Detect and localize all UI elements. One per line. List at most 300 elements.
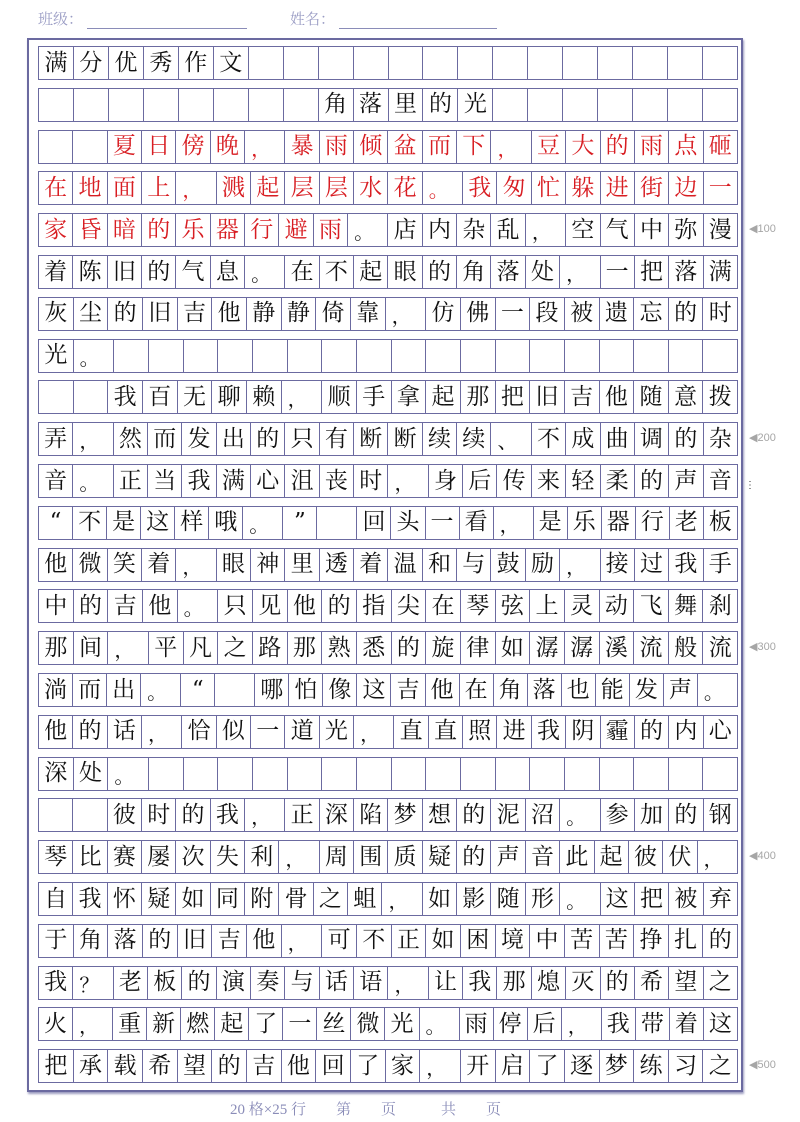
grid-cell: 满	[39, 47, 74, 79]
name-field	[290, 8, 497, 29]
grid-cell: 着	[354, 549, 388, 581]
grid-cell: 扎	[669, 925, 704, 957]
grid-cell	[461, 340, 496, 372]
grid-cell: 中	[530, 925, 565, 957]
grid-cell: 雨	[314, 214, 348, 246]
word-count-marker: ◀500	[749, 1059, 776, 1072]
grid-cell: 避	[279, 214, 313, 246]
grid-cell: 仿	[426, 298, 461, 330]
grid-cell: 同	[211, 883, 245, 915]
grid-cell: 上	[530, 590, 565, 622]
grid-cell: 老	[670, 507, 704, 539]
grid-cell	[149, 758, 184, 790]
grid-cell: 的	[423, 256, 457, 288]
grid-cell: 正	[114, 465, 148, 497]
grid-cell: 落	[669, 256, 703, 288]
grid-cell: 弥	[669, 214, 703, 246]
grid-cell: ，	[176, 549, 216, 581]
grid-cell: 乐	[568, 507, 602, 539]
grid-cell: 老	[114, 967, 148, 999]
grid-cell: 像	[323, 674, 357, 706]
grid-cell: 于	[39, 925, 74, 957]
grid-cell: 如	[176, 883, 210, 915]
grid-cell: 光	[458, 89, 493, 121]
grid-cell: 。	[245, 256, 285, 288]
grid-cell: 伏	[663, 841, 697, 873]
grid-row	[38, 1007, 738, 1041]
grid-cell	[496, 758, 531, 790]
grid-row	[38, 631, 738, 665]
edge-dots: ⋮	[745, 480, 755, 491]
grid-cell: 街	[635, 172, 669, 204]
grid-cell: 的	[669, 298, 704, 330]
grid-cell: 流	[634, 632, 669, 664]
grid-cell	[284, 89, 319, 121]
grid-cell	[703, 47, 737, 79]
grid-cell: 被	[669, 883, 703, 915]
grid-cell: 头	[391, 507, 425, 539]
grid-cell: 进	[601, 172, 635, 204]
grid-cell: 砸	[708, 133, 732, 160]
grid-cell: 间	[74, 632, 109, 664]
grid-cell: 丝	[317, 1008, 351, 1040]
grid-cell: 开	[461, 1050, 496, 1082]
grid-cell: 彼	[629, 841, 663, 873]
grid-cell: 时	[354, 465, 388, 497]
grid-cell: 火	[39, 1008, 73, 1040]
grid-cell: ，	[73, 423, 113, 455]
grid-cell: 泥	[491, 799, 525, 831]
grid-row	[38, 506, 738, 540]
grid-cell: 不	[532, 423, 566, 455]
grid-cell: 他	[39, 549, 73, 581]
grid-cell: 夏	[108, 131, 142, 163]
grid-cell: 的	[635, 465, 669, 497]
grid-cell: 拨	[708, 383, 732, 410]
grid-cell: 秀	[144, 47, 179, 79]
grid-cell: 杂	[708, 425, 732, 452]
grid-cell: 深	[39, 758, 74, 790]
grid-cell: 那	[461, 381, 496, 413]
grid-cell	[218, 340, 253, 372]
grid-cell: 的	[669, 799, 703, 831]
grid-cell: 的	[669, 423, 703, 455]
grid-cell	[317, 507, 357, 539]
grid-cell: 灰	[39, 298, 74, 330]
grid-cell	[392, 340, 427, 372]
grid-cell: 心	[708, 718, 732, 745]
grid-cell: 气	[176, 256, 210, 288]
grid-cell: 遗	[600, 298, 635, 330]
grid-cell: 鼓	[491, 549, 525, 581]
grid-cell: 之	[708, 1052, 732, 1079]
grid-cell: 在	[460, 674, 494, 706]
grid-cell: 光	[385, 1008, 419, 1040]
grid-cell	[528, 47, 563, 79]
grid-cell: 弦	[496, 590, 531, 622]
grid-cell	[39, 131, 73, 163]
grid-cell: 。	[348, 214, 388, 246]
grid-cell: 百	[143, 381, 178, 413]
grid-cell: 见	[253, 590, 288, 622]
grid-cell: 形	[526, 883, 560, 915]
grid-cell: 眼	[217, 549, 251, 581]
grid-cell	[598, 47, 633, 79]
grid-cell: 影	[457, 883, 491, 915]
grid-row	[38, 924, 738, 958]
grid-cell: 身	[429, 465, 463, 497]
grid-cell: ，	[245, 799, 285, 831]
grid-cell: 的	[601, 967, 635, 999]
grid-cell: 乱	[491, 214, 525, 246]
grid-cell: 我	[602, 1008, 636, 1040]
grid-row	[38, 213, 738, 247]
grid-cell	[669, 758, 704, 790]
grid-cell: 面	[108, 172, 142, 204]
grid-cell: 直	[394, 716, 428, 748]
grid-cell: 了	[351, 1050, 386, 1082]
grid-cell: 晚	[211, 131, 245, 163]
grid-cell: 旧	[143, 298, 178, 330]
word-count-marker: ◀200	[749, 432, 776, 445]
grid-cell: 的	[176, 799, 210, 831]
grid-cell: 匆	[497, 172, 531, 204]
grid-cell: 阴	[566, 716, 600, 748]
grid-cell: ，	[388, 967, 428, 999]
grid-cell: 在	[39, 172, 73, 204]
grid-cell: 的	[142, 214, 176, 246]
grid-cell: 苦	[600, 925, 635, 957]
grid-cell	[669, 340, 704, 372]
grid-cell: 曲	[601, 423, 635, 455]
grid-cell: 吉	[565, 381, 600, 413]
grid-cell: 家	[386, 1050, 421, 1082]
word-count-marker: ◀400	[749, 850, 776, 863]
grid-cell	[39, 381, 74, 413]
grid-cell: 淌	[39, 674, 73, 706]
grid-cell: 奏	[251, 967, 285, 999]
grid-cell: 熄	[532, 967, 566, 999]
grid-cell: 让	[429, 967, 463, 999]
grid-cell	[703, 340, 737, 372]
grid-cell: 进	[497, 716, 531, 748]
grid-cell: 的	[182, 967, 216, 999]
grid-cell: 他	[282, 1050, 317, 1082]
grid-cell: ，	[420, 1050, 461, 1082]
grid-row	[38, 171, 738, 205]
grid-cell: 钢	[708, 801, 732, 828]
grid-cell: 我	[463, 172, 497, 204]
name-input-line[interactable]	[339, 10, 497, 29]
grid-cell: ，	[526, 214, 566, 246]
grid-cell	[39, 89, 74, 121]
grid-row	[38, 1049, 738, 1083]
grid-cell: ，	[279, 841, 319, 873]
grid-cell: 花	[388, 172, 422, 204]
grid-cell: ，	[560, 256, 600, 288]
grid-cell: 吉	[247, 1050, 282, 1082]
grid-cell: 望	[178, 1050, 213, 1082]
word-count-marker: ◀300	[749, 641, 776, 654]
grid-cell: ，	[176, 172, 216, 204]
grid-cell: 一	[426, 507, 460, 539]
grid-cell: 重	[113, 1008, 147, 1040]
grid-cell: 的	[423, 89, 458, 121]
grid-cell: 吉	[391, 674, 425, 706]
grid-cell: 语	[354, 967, 388, 999]
grid-cell: 。	[141, 674, 181, 706]
grid-cell: 凡	[184, 632, 219, 664]
grid-cell: 起	[251, 172, 285, 204]
grid-cell: 器	[602, 507, 636, 539]
grid-cell: 我	[211, 799, 245, 831]
grid-cell: 之	[218, 632, 253, 664]
page-footer: 20 格×25 行 第 页 共 页	[230, 1102, 501, 1118]
grid-cell: 音	[526, 841, 560, 873]
grid-cell: 意	[669, 381, 704, 413]
grid-cell: 比	[73, 841, 107, 873]
grid-row	[38, 966, 738, 1000]
grid-cell: 停	[494, 1008, 528, 1040]
grid-cell: 把	[496, 381, 531, 413]
grid-cell: 微	[351, 1008, 385, 1040]
grid-cell	[389, 47, 424, 79]
grid-cell	[426, 758, 461, 790]
grid-cell: 器	[211, 214, 245, 246]
grid-cell: 我	[108, 381, 143, 413]
grid-cell: 而	[148, 423, 182, 455]
grid-cell: 内	[669, 716, 703, 748]
grid-cell: 处	[74, 758, 109, 790]
grid-cell: 深	[320, 799, 354, 831]
grid-cell	[668, 89, 703, 121]
grid-cell	[563, 47, 598, 79]
grid-cell: 温	[388, 549, 422, 581]
grid-cell: 想	[423, 799, 457, 831]
grid-cell	[284, 47, 319, 79]
grid-cell: 边	[669, 172, 703, 204]
grid-cell: 指	[357, 590, 392, 622]
grid-cell: 丧	[320, 465, 354, 497]
grid-cell: 这	[357, 674, 391, 706]
grid-cell: 吉	[178, 298, 213, 330]
grid-cell: 逐	[565, 1050, 600, 1082]
grid-cell: ，	[560, 549, 600, 581]
grid-cell: 熟	[322, 632, 357, 664]
grid-cell: 的	[708, 927, 732, 954]
grid-cell: 光	[39, 340, 74, 372]
grid-cell: 、	[491, 423, 531, 455]
grid-cell: 日	[142, 131, 176, 163]
grid-cell	[74, 89, 109, 121]
grid-cell	[426, 340, 461, 372]
grid-cell	[530, 340, 565, 372]
grid-cell	[249, 89, 284, 121]
grid-row	[38, 840, 738, 874]
grid-cell: 疑	[423, 841, 457, 873]
grid-cell: 角	[74, 925, 109, 957]
grid-cell: 角	[319, 89, 354, 121]
grid-cell: 起	[215, 1008, 249, 1040]
grid-cell: 质	[388, 841, 422, 873]
grid-cell: 失	[211, 841, 245, 873]
grid-cell: 带	[636, 1008, 670, 1040]
grid-cell: 吉	[212, 925, 247, 957]
grid-cell: 在	[426, 590, 461, 622]
grid-cell: 这	[601, 883, 635, 915]
grid-cell: 不	[357, 925, 392, 957]
grid-cell: 流	[708, 634, 732, 661]
grid-cell: 旧	[178, 925, 213, 957]
grid-cell: 悉	[357, 632, 392, 664]
grid-cell	[461, 758, 496, 790]
grid-row	[38, 130, 738, 164]
grid-cell: 静	[282, 298, 317, 330]
grid-cell: 与	[285, 967, 319, 999]
grid-cell: 的	[143, 925, 178, 957]
grid-cell	[215, 674, 255, 706]
grid-cell: 躲	[566, 172, 600, 204]
grid-row	[38, 882, 738, 916]
grid-cell: 刹	[708, 592, 732, 619]
grid-cell: ”	[283, 507, 317, 539]
grid-cell: 后	[528, 1008, 562, 1040]
grid-cell: 这	[708, 1010, 732, 1037]
name-label: 姓名：	[290, 12, 336, 28]
grid-cell: 也	[562, 674, 596, 706]
grid-cell	[493, 47, 528, 79]
grid-cell: 静	[247, 298, 282, 330]
grid-cell: 顺	[322, 381, 357, 413]
grid-cell: 骨	[279, 883, 313, 915]
grid-cell: 的	[392, 632, 427, 664]
grid-cell: 一	[496, 298, 531, 330]
grid-cell: 把	[635, 883, 669, 915]
grid-cell: ，	[142, 716, 182, 748]
grid-cell: 板	[148, 967, 182, 999]
grid-cell: 而	[73, 674, 107, 706]
grid-cell: 成	[566, 423, 600, 455]
grid-cell	[598, 89, 633, 121]
grid-cell: 不	[73, 507, 107, 539]
grid-cell: 满	[708, 258, 732, 285]
grid-cell: 行	[245, 214, 279, 246]
grid-cell: 着	[142, 549, 176, 581]
grid-cell: 的	[251, 423, 285, 455]
grid-cell: 板	[708, 509, 732, 536]
grid-cell: 起	[595, 841, 629, 873]
grid-cell: ，	[491, 131, 531, 163]
grid-cell: 励	[526, 549, 560, 581]
grid-cell: 。	[243, 507, 283, 539]
grid-cell: 溅	[217, 172, 251, 204]
grid-cell: 望	[669, 967, 703, 999]
grid-cell: ，	[354, 716, 394, 748]
grid-cell: 我	[182, 465, 216, 497]
grid-cell	[39, 799, 73, 831]
grid-cell: 的	[142, 256, 176, 288]
grid-cell: 了	[530, 1050, 565, 1082]
grid-cell: 飞	[634, 590, 669, 622]
grid-cell	[249, 47, 284, 79]
grid-cell: ，	[388, 465, 428, 497]
grid-cell	[214, 89, 249, 121]
grid-cell: 我	[39, 967, 73, 999]
grid-cell: ？	[73, 967, 113, 999]
grid-cell: 杂	[457, 214, 491, 246]
grid-cell: 里	[389, 89, 424, 121]
grid-cell: 家	[39, 214, 73, 246]
grid-cell: ，	[386, 298, 427, 330]
grid-cell	[600, 758, 635, 790]
class-input-line[interactable]	[87, 10, 247, 29]
grid-cell: 我	[73, 883, 107, 915]
grid-cell: 怀	[108, 883, 142, 915]
grid-cell: 的	[601, 131, 635, 163]
grid-cell: 如	[426, 925, 461, 957]
grid-cell: 落	[354, 89, 389, 121]
grid-cell	[423, 47, 458, 79]
grid-cell	[493, 89, 528, 121]
grid-cell: 忙	[532, 172, 566, 204]
grid-cell: 他	[143, 590, 178, 622]
grid-cell: 那	[497, 967, 531, 999]
grid-cell	[322, 340, 357, 372]
grid-cell: 加	[635, 799, 669, 831]
grid-cell	[357, 758, 392, 790]
grid-cell: 哦	[209, 507, 243, 539]
grid-cell: 弄	[39, 423, 73, 455]
grid-cell: 习	[669, 1050, 704, 1082]
grid-cell: 舞	[669, 590, 704, 622]
grid-cell: 一	[601, 256, 635, 288]
grid-cell	[565, 758, 600, 790]
grid-row	[38, 422, 738, 456]
grid-cell	[392, 758, 427, 790]
grid-cell: 灵	[565, 590, 600, 622]
grid-cell: 我	[532, 716, 566, 748]
grid-cell: 处	[526, 256, 560, 288]
grid-cell: 。	[73, 465, 113, 497]
grid-cell	[530, 758, 565, 790]
grid-cell: 过	[635, 549, 669, 581]
grid-row	[38, 798, 738, 832]
grid-cell: 陈	[73, 256, 107, 288]
grid-row	[38, 255, 738, 289]
grid-cell: 水	[354, 172, 388, 204]
grid-cell: 和	[423, 549, 457, 581]
grid-row	[38, 464, 738, 498]
grid-cell: 着	[39, 256, 73, 288]
grid-cell: ，	[245, 131, 285, 163]
grid-cell: 声	[669, 465, 703, 497]
grid-cell	[179, 89, 214, 121]
grid-cell: 一	[283, 1008, 317, 1040]
grid-cell	[633, 89, 668, 121]
grid-cell: 落	[528, 674, 562, 706]
grid-cell: 把	[39, 1050, 74, 1082]
grid-cell: 柔	[601, 465, 635, 497]
grid-cell: 雨	[320, 131, 354, 163]
grid-cell: 尖	[392, 590, 427, 622]
grid-cell: 希	[635, 967, 669, 999]
grid-cell: 微	[73, 549, 107, 581]
grid-row	[38, 757, 738, 791]
grid-cell: 律	[461, 632, 496, 664]
grid-cell: 一	[708, 174, 732, 201]
grid-cell: 之	[708, 969, 732, 996]
grid-cell	[144, 89, 179, 121]
